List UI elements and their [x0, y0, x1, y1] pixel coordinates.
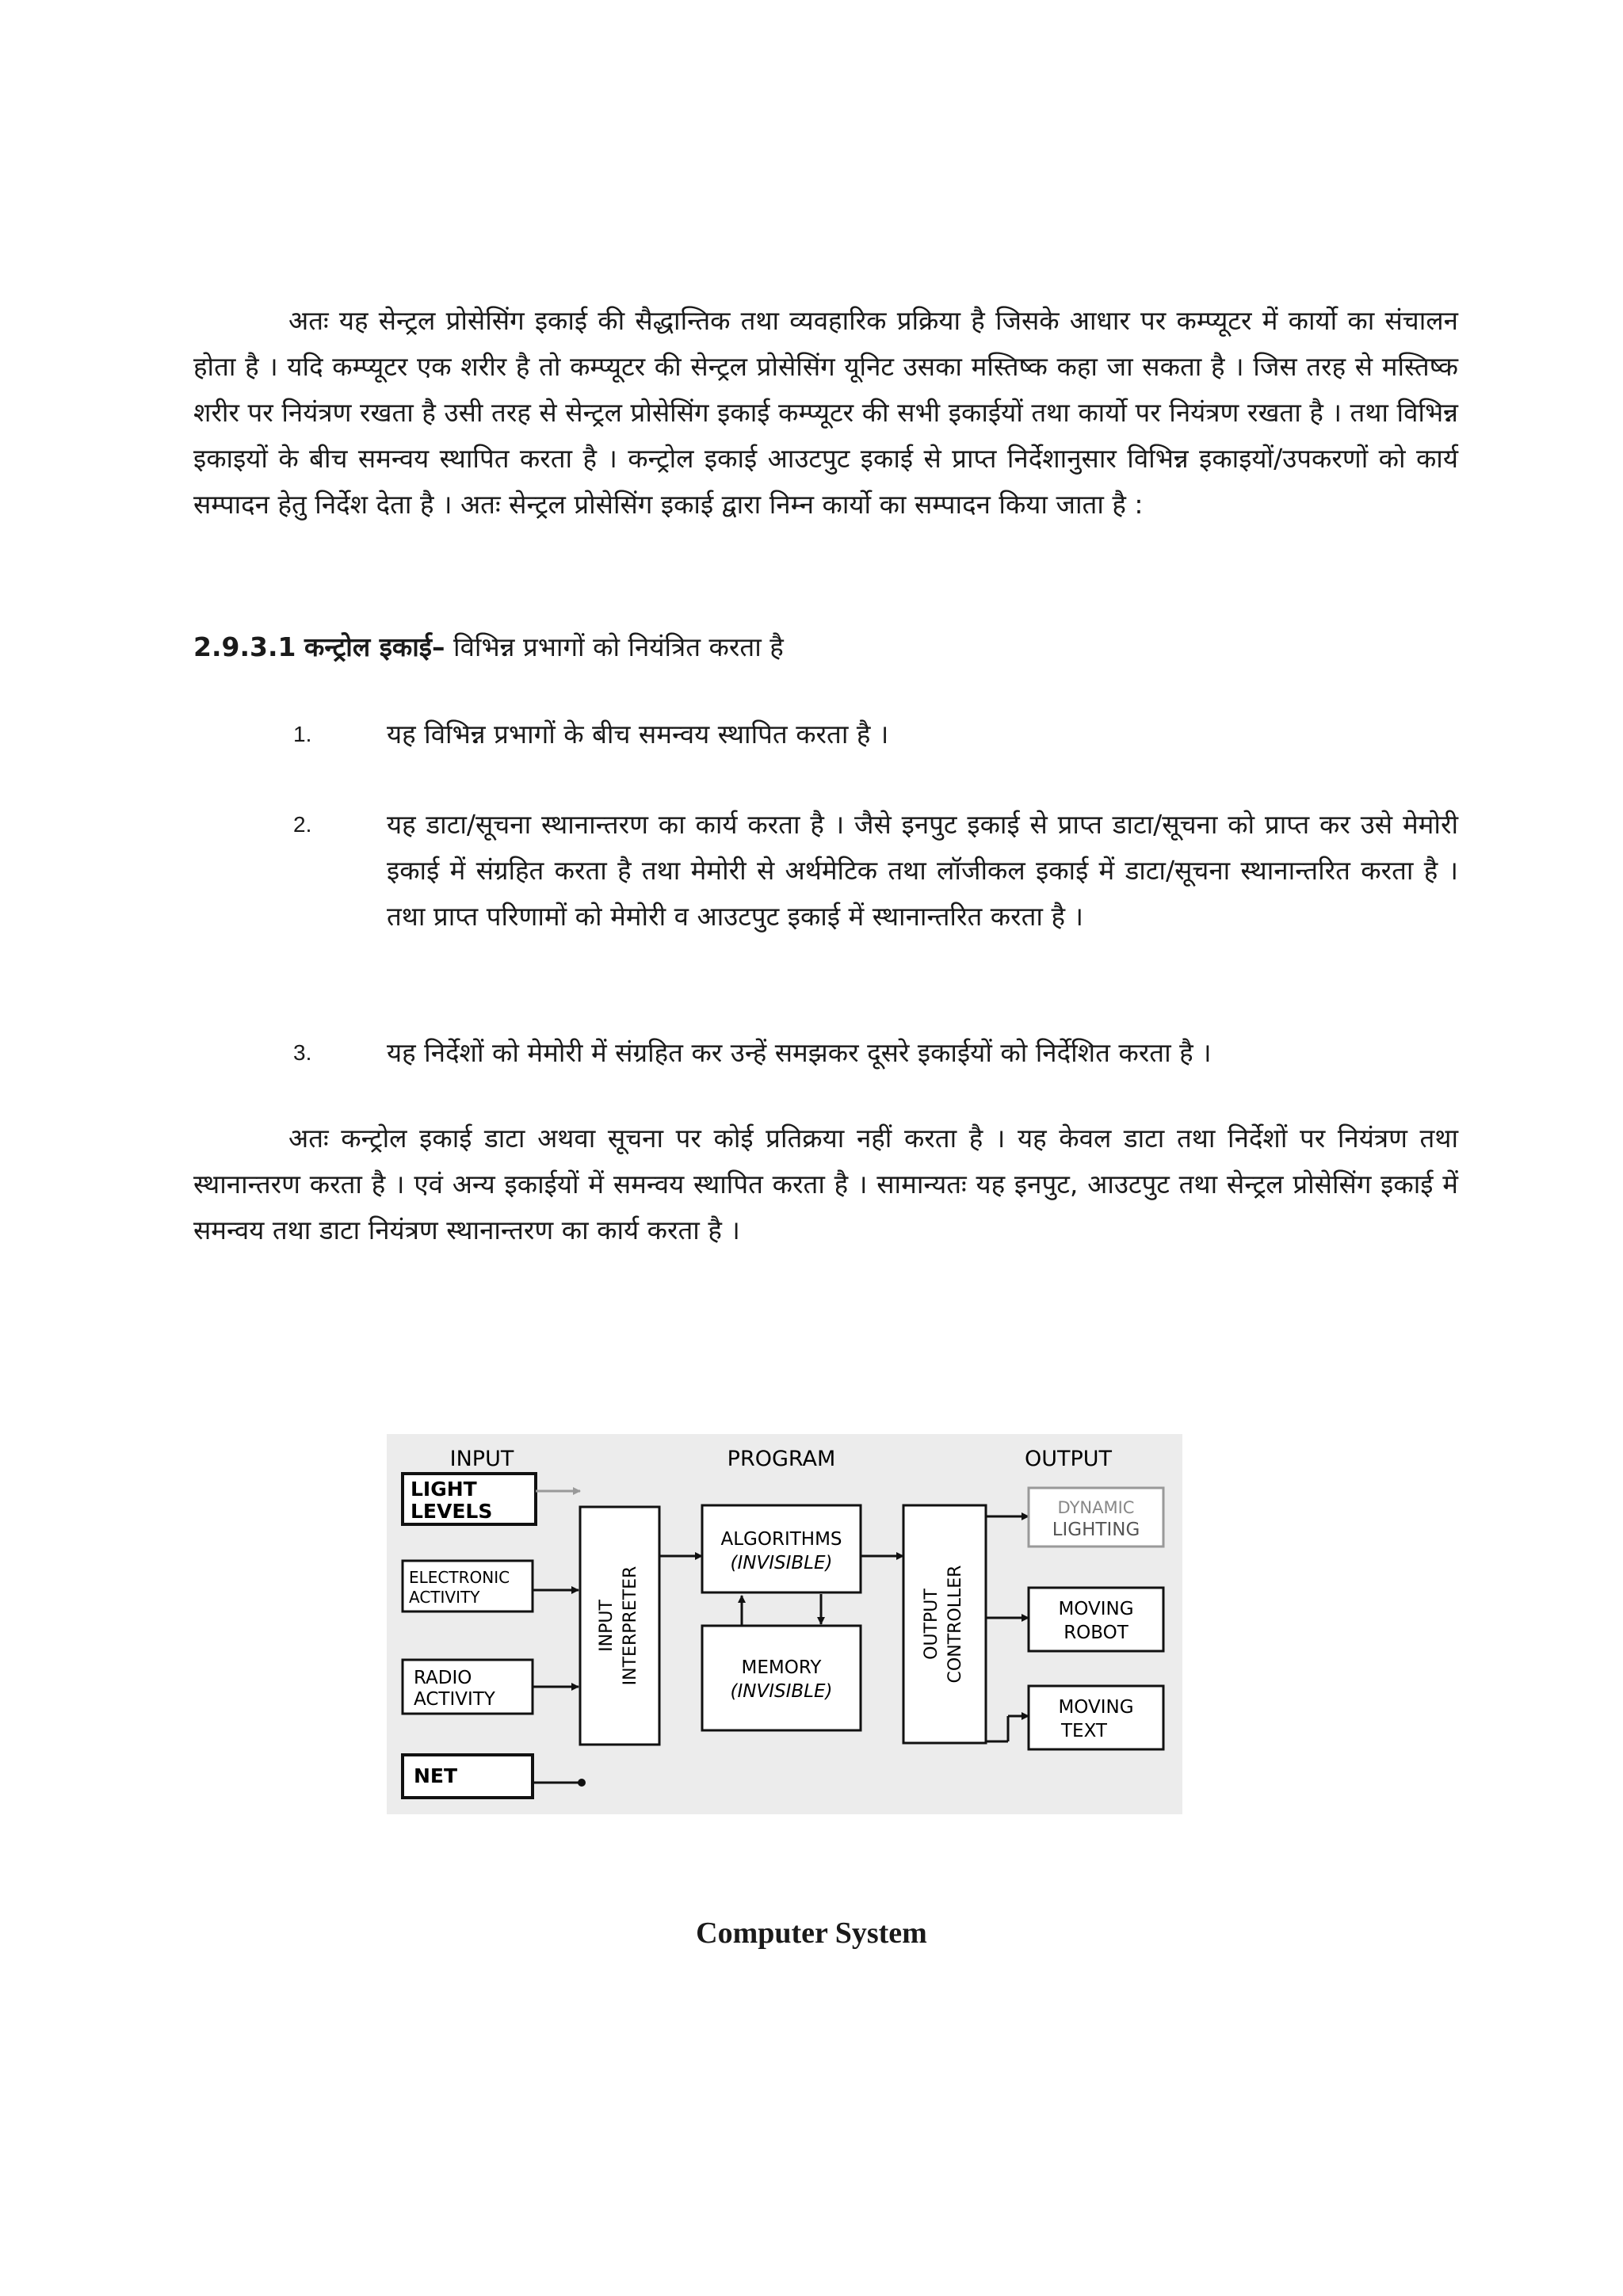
- header-input: INPUT: [449, 1447, 514, 1471]
- moving-robot-label-2: ROBOT: [1064, 1623, 1128, 1643]
- dynamic-lighting-label-2: LIGHTING: [1052, 1520, 1140, 1540]
- light-levels-label-2: LEVELS: [411, 1500, 493, 1523]
- memory-label-2: (INVISIBLE): [730, 1681, 833, 1702]
- algorithms-label-2: (INVISIBLE): [730, 1553, 833, 1573]
- light-levels-label-1: LIGHT: [411, 1478, 477, 1501]
- output-controller-box: [903, 1505, 986, 1743]
- moving-text-label-1: MOVING: [1058, 1697, 1134, 1718]
- section-description: विभिन्न प्रभागों को नियंत्रित करता है: [453, 631, 784, 662]
- net-label: NET: [414, 1764, 458, 1787]
- list-item-text: यह निर्देशों को मेमोरी में संग्रहित कर उन्हें समझकर दूसरे इकाईयों को निर्देशित करता है ।: [387, 1037, 1212, 1068]
- section-heading: [193, 624, 784, 670]
- memory-box: [702, 1626, 861, 1730]
- interpreter-label-2: INTERPRETER: [621, 1566, 640, 1686]
- dynamic-lighting-label-1: DYNAMIC: [1057, 1498, 1135, 1517]
- controller-label-1: OUTPUT: [922, 1589, 941, 1660]
- electronic-label-1: ELECTRONIC: [409, 1568, 510, 1587]
- list-item-number: 3.: [293, 1040, 312, 1065]
- algorithms-label-1: ALGORITHMS: [720, 1529, 842, 1550]
- diagram-svg: [387, 1434, 1182, 1814]
- memory-label-1: MEMORY: [741, 1657, 822, 1678]
- moving-text-label-2: TEXT: [1061, 1721, 1107, 1741]
- radio-label-2: ACTIVITY: [414, 1689, 495, 1710]
- list-item-number: 1.: [293, 722, 312, 746]
- header-program: PROGRAM: [727, 1447, 836, 1471]
- electronic-label-2: ACTIVITY: [409, 1588, 480, 1607]
- summary-paragraph: अतः कन्ट्रोल इकाई डाटा अथवा सूचना पर कोई प्रतिक्रया नहीं करता है । यह केवल डाटा तथा निर्देशों पर नियंत्रण तथा स्थानान्तरण करता है । एवं अन्य इकाईयों में समन्वय स्थापित करता है । सामान्यतः यह इनपुट, आउटपुट तथा सेन्ट्रल प्रोसेसिंग इकाई में समन्वय तथा डाटा नियंत्रण स्थानान्तरण का कार्य करता है ।: [193, 1123, 1458, 1245]
- list-item: [293, 711, 1458, 757]
- header-output: OUTPUT: [1024, 1447, 1113, 1471]
- input-interpreter-box: [580, 1507, 659, 1745]
- list-item-text: यह विभिन्न प्रभागों के बीच समन्वय स्थापित करता है ।: [387, 719, 889, 749]
- list-item: [293, 1030, 1458, 1076]
- section-title: कन्ट्रोल इकाई–: [304, 631, 445, 662]
- net-end-dot: [578, 1779, 586, 1787]
- section-number: 2.9.3.1: [193, 631, 296, 662]
- list-item-number: 2.: [293, 812, 312, 837]
- moving-robot-label-1: MOVING: [1058, 1599, 1134, 1619]
- figure-caption: Computer System: [696, 1917, 927, 1950]
- list-item-text: यह डाटा/सूचना स्थानान्तरण का कार्य करता है । जैसे इनपुट इकाई से प्राप्त डाटा/सूचना को प्राप्त कर उसे मेमोरी इकाई में संग्रहित करता है तथा मेमोरी से अर्थमेटिक तथा लॉजीकल इकाई में डाटा/सूचना स्थानान्तरित करता है । तथा प्राप्त परिणामों को मेमोरी व आउटपुट इकाई में स्थानान्तरित करता है ।: [387, 809, 1458, 932]
- list-item: [293, 802, 1458, 940]
- radio-label-1: RADIO: [414, 1668, 472, 1688]
- intro-paragraph: अतः यह सेन्ट्रल प्रोसेसिंग इकाई की सैद्धान्तिक तथा व्यवहारिक प्रक्रिया है जिसके आधार पर कम्प्यूटर में कार्यो का संचालन होता है । यदि कम्प्यूटर एक शरीर है तो कम्प्यूटर की सेन्ट्रल प्रोसेसिंग यूनिट उसका मस्तिष्क कहा जा सकता है । जिस तरह से मस्तिष्क शरीर पर नियंत्रण रखता है उसी तरह से सेन्ट्रल प्रोसेसिंग इकाई कम्प्यूटर की सभी इकाईयों तथा कार्यो पर नियंत्रण रखता है । तथा विभिन्न इकाइयों के बीच समन्वय स्थापित करता है । कन्ट्रोल इकाई आउटपुट इकाई से प्राप्त निर्देशानुसार विभिन्न इकाइयों/उपकरणों को कार्य सम्पादन हेतु निर्देश देता है । अतः सेन्ट्रल प्रोसेसिंग इकाई द्वारा निम्न कार्यो का सम्पादन किया जाता है :: [193, 305, 1458, 520]
- computer-system-diagram: [387, 1434, 1182, 1814]
- controller-label-2: CONTROLLER: [945, 1565, 965, 1684]
- interpreter-label-1: INPUT: [597, 1600, 617, 1652]
